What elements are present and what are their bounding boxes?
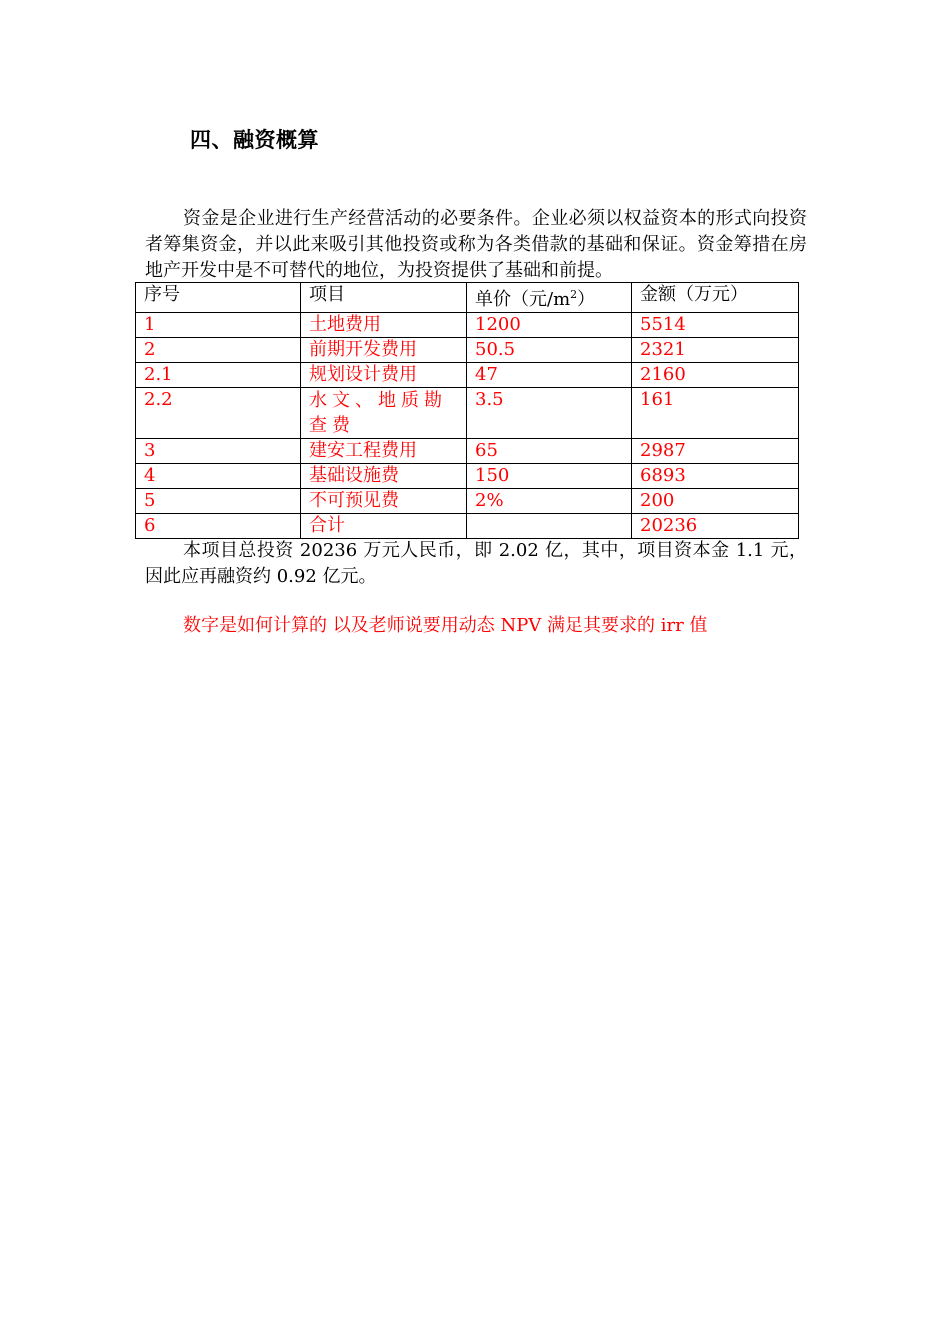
cell-unit-price: 1200 <box>467 313 632 338</box>
cell-no: 6 <box>136 514 301 539</box>
cell-amount: 200 <box>632 489 799 514</box>
cell-unit-price: 3.5 <box>467 388 632 439</box>
table-row <box>136 388 799 439</box>
cell-amount: 2321 <box>632 338 799 363</box>
table-row <box>136 514 799 539</box>
cell-item: 土地费用 <box>301 313 467 338</box>
cost-table <box>135 282 799 539</box>
cell-no: 2.2 <box>136 388 301 439</box>
intro-paragraph: 资金是企业进行生产经营活动的必要条件。企业必须以权益资本的形式向投资者筹集资金，并以此来吸引其他投资或称为各类借款的基础和保证。资金筹措在房地产开发中是不可替代的地位，为投资提供了基础和前提。 <box>145 208 807 281</box>
cell-amount: 2160 <box>632 363 799 388</box>
cell-no: 5 <box>136 489 301 514</box>
section-heading: 四、融资概算 <box>190 127 319 152</box>
cell-amount: 5514 <box>632 313 799 338</box>
table-row <box>136 439 799 464</box>
table-row <box>136 338 799 363</box>
cell-no: 1 <box>136 313 301 338</box>
cell-no: 2 <box>136 338 301 363</box>
header-unit-price-label: 单价（元/m <box>475 289 571 310</box>
cell-unit-price <box>467 514 632 539</box>
cell-amount: 2987 <box>632 439 799 464</box>
red-note: 数字是如何计算的 以及老师说要用动态 NPV 满足其要求的 irr 值 <box>183 615 708 636</box>
cell-unit-price: 65 <box>467 439 632 464</box>
cell-item: 基础设施费 <box>301 464 467 489</box>
table-header-row <box>136 283 799 313</box>
header-unit-price <box>467 283 632 313</box>
cell-unit-price: 2% <box>467 489 632 514</box>
cell-no: 4 <box>136 464 301 489</box>
cell-item: 前期开发费用 <box>301 338 467 363</box>
header-no: 序号 <box>136 283 301 313</box>
header-unit-price-sup: 2 <box>570 288 578 301</box>
cell-amount: 161 <box>632 388 799 439</box>
cell-amount: 6893 <box>632 464 799 489</box>
table-row <box>136 313 799 338</box>
header-amount: 金额（万元） <box>632 283 799 313</box>
cell-unit-price: 50.5 <box>467 338 632 363</box>
cell-item: 建安工程费用 <box>301 439 467 464</box>
header-item: 项目 <box>301 283 467 313</box>
cell-item: 合计 <box>301 514 467 539</box>
cell-item: 规划设计费用 <box>301 363 467 388</box>
table-row <box>136 363 799 388</box>
cell-no: 2.1 <box>136 363 301 388</box>
cell-item: 水文、地质勘查费 <box>301 388 467 439</box>
table-row <box>136 489 799 514</box>
summary-paragraph: 本项目总投资 20236 万元人民币，即 2.02 亿，其中，项目资本金 1.1 元，因此应再融资约 0.92 亿元。 <box>145 540 807 587</box>
cell-no: 3 <box>136 439 301 464</box>
cell-unit-price: 150 <box>467 464 632 489</box>
cell-amount: 20236 <box>632 514 799 539</box>
cell-unit-price: 47 <box>467 363 632 388</box>
table-row <box>136 464 799 489</box>
header-unit-price-close: ） <box>577 289 596 310</box>
cell-item: 不可预见费 <box>301 489 467 514</box>
